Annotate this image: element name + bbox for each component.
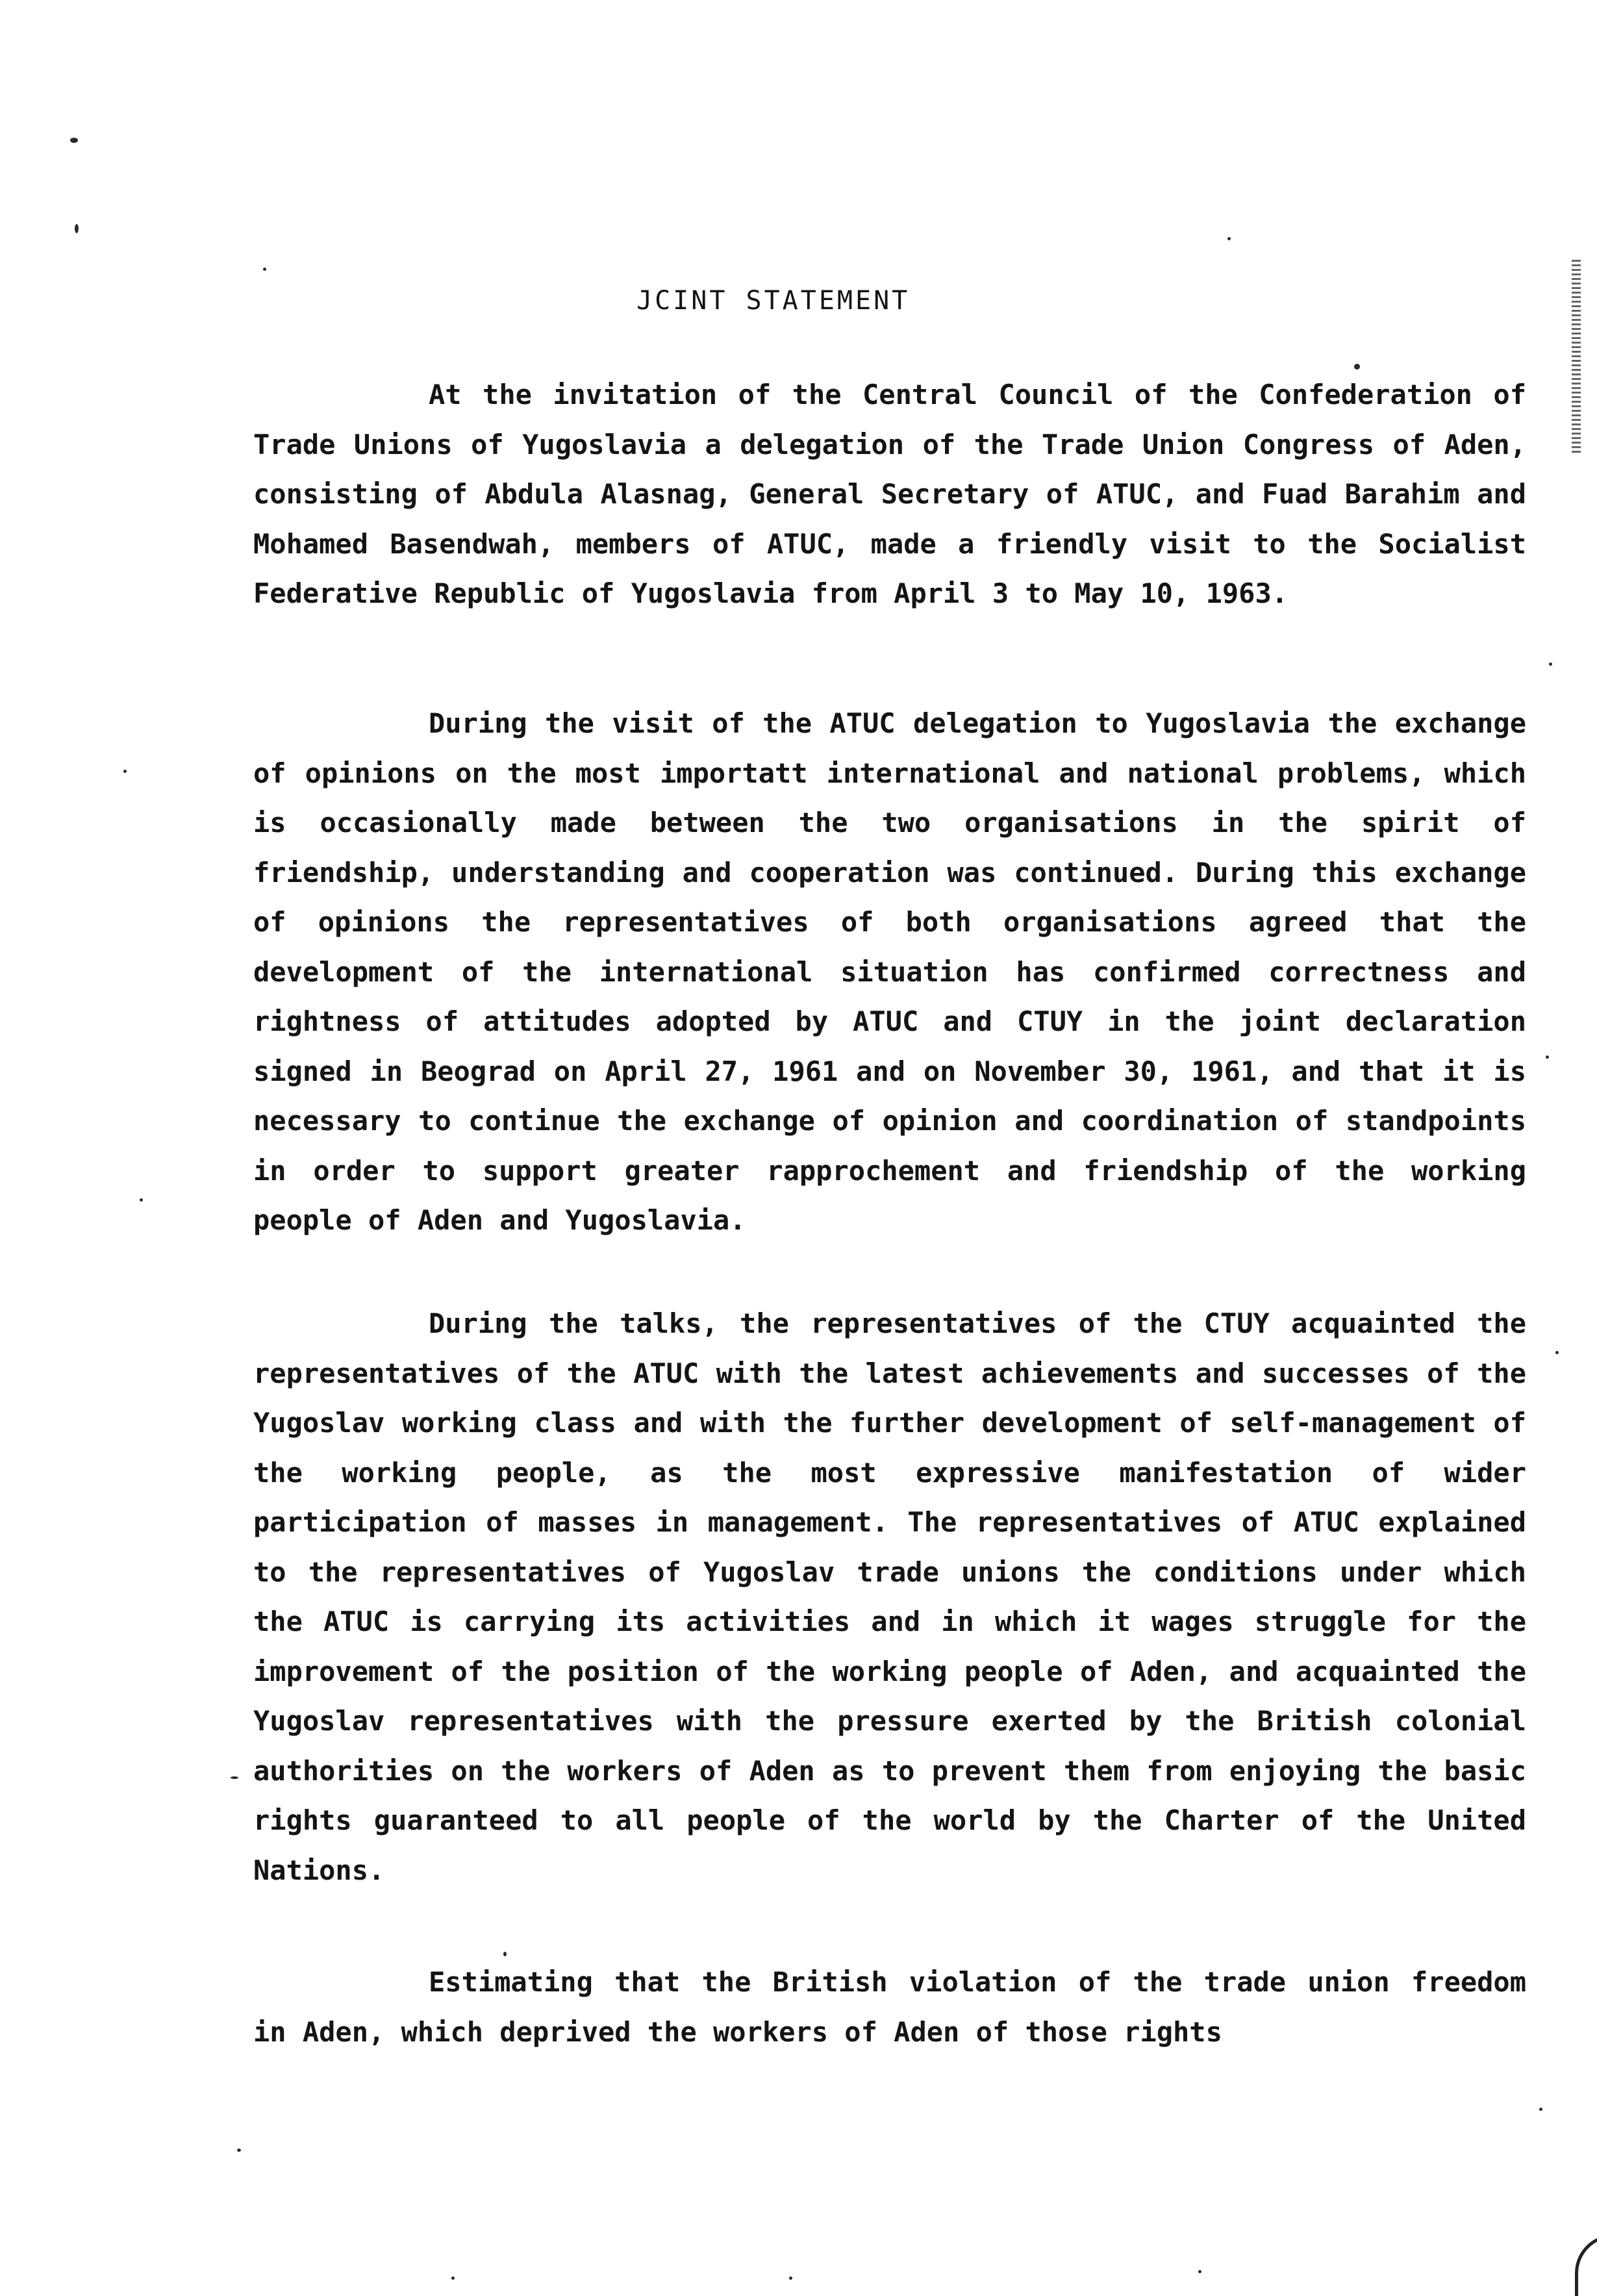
scan-speck [75,224,79,233]
scan-speck [70,138,78,143]
scan-speck [1546,1055,1549,1059]
scan-speck [231,1776,238,1779]
paragraph-estimating: Estimating that the British violation of the trade union freedom in Aden, which deprived the workers of Aden of those rights [253,1966,1526,2048]
scan-speck [451,2277,455,2280]
scan-speck [1198,2270,1201,2273]
page-corner-curl [1575,2234,1597,2296]
scan-speck [789,2277,792,2280]
paragraph-talks: During the talks, the representatives of the CTUY acquainted the representatives of the ATUC with the latest achievements and successes of the Yugoslav working class and with the further development of self-management of the working people, as the most expressive manifestation of wider participation of masses in management. The representatives of ATUC explained to the representatives of Yugoslav trade unions the conditions under which the ATUC is carrying its activities and in which it wages struggle for the improvement of the position of the working people of Aden, and acquainted the Yugoslav representatives with the pressure exerted by the British colonial authorities on the workers of Aden as to prevent them from enjoying the basic rights guaranteed to all people of the world by the Charter of the United Nations. [253,1307,1526,1886]
scan-speck [1227,237,1231,240]
paragraph-exchange-of-opinions: During the visit of the ATUC delegation to Yugoslavia the exchange of opinions on the most importatt international and national problems, which is occasionally made between the two organisations in the spirit of friendship, understanding and cooperation was continued. During this exchange of opinions the representatives of both organisations agreed that the development of the international situation has confirmed correctness and rightness of attitudes adopted by ATUC and CTUY in the joint declaration signed in Beograd on April 27, 1961 and on November 30, 1961, and that it is necessary to continue the exchange of opinion and coordination of standpoints in order to support greater rapprochement and friendship of the working people of Aden and Yugoslavia. [253,707,1526,1236]
scan-speck [503,1952,507,1956]
document-title: JCINT STATEMENT [636,286,911,316]
scan-speck [140,1198,143,1202]
scan-speck [1549,662,1552,666]
paragraph-invitation: At the invitation of the Central Council of the Confederation of Trade Unions of Yugoslavia a delegation of the Trade Union Congress of Aden, consisting of Abdula Alasnag, General Secretary of ATUC, and Fuad Barahim and Mohamed Basendwah, members of ATUC, made a friendly visit to the Socialist Federative Republic of Yugoslavia from April 3 to May 10, 1963. [253,379,1526,609]
scan-speck [1555,1351,1559,1354]
scan-speck [1539,2108,1542,2111]
scan-speck [1354,364,1360,370]
scan-edge-noise [1572,260,1581,455]
scan-speck [123,770,127,773]
scan-speck [237,2149,241,2152]
scan-speck [263,268,266,271]
